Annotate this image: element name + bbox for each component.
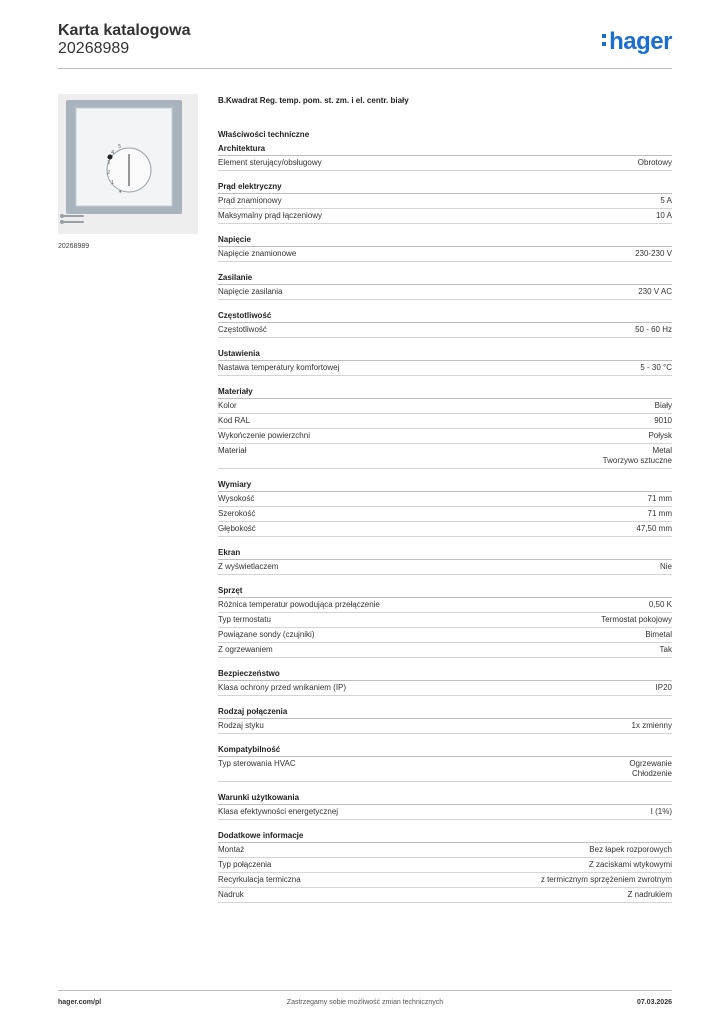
spec-label: Materiał xyxy=(218,446,247,455)
spec-label: Wysokość xyxy=(218,494,255,503)
spec-value xyxy=(632,721,672,731)
spec-row xyxy=(218,399,672,414)
spec-label: Klasa ochrony przed wnikaniem (IP) xyxy=(218,683,347,692)
spec-value xyxy=(635,325,672,335)
spec-row xyxy=(218,285,672,300)
spec-value xyxy=(601,615,672,625)
spec-label: Częstotliwość xyxy=(218,325,267,334)
page-header xyxy=(58,22,672,68)
spec-value xyxy=(660,196,672,206)
scale-digit: 1 xyxy=(111,180,115,186)
spec-value-line: Metal xyxy=(652,446,672,455)
spec-value xyxy=(648,509,672,519)
spec-value-line: Tak xyxy=(659,645,672,654)
spec-label: Rodzaj styku xyxy=(218,721,264,730)
spec-value-line: 50 - 60 Hz xyxy=(635,325,672,334)
spec-label: Element sterujący/obsługowy xyxy=(218,158,322,167)
spec-value-line: Bimetal xyxy=(645,630,672,639)
spec-value xyxy=(654,416,672,426)
spec-value-line: 5 A xyxy=(660,196,672,205)
spec-label: Typ połączenia xyxy=(218,860,272,869)
section-title: Zasilanie xyxy=(218,273,672,285)
spec-sheet xyxy=(218,96,672,903)
spec-label: Z ogrzewaniem xyxy=(218,645,273,654)
product-image xyxy=(58,94,198,234)
spec-label: Szerokość xyxy=(218,509,256,518)
spec-value-line: 10 A xyxy=(655,211,672,220)
thermostat-image xyxy=(58,94,198,234)
section-title: Napięcie xyxy=(218,235,672,247)
spec-label: Kolor xyxy=(218,401,237,410)
spec-row xyxy=(218,805,672,820)
spec-value xyxy=(638,287,672,297)
spec-row xyxy=(218,873,672,888)
spec-row xyxy=(218,598,672,613)
spec-label: Montaż xyxy=(218,845,245,854)
spec-row xyxy=(218,507,672,522)
spec-label: Typ termostatu xyxy=(218,615,271,624)
spec-row xyxy=(218,156,672,171)
spec-value xyxy=(645,630,672,640)
footer-website: hager.com/pl xyxy=(58,999,102,1006)
scale-digit: 5 xyxy=(118,144,122,150)
spec-value-line: 230-230 V xyxy=(635,249,672,258)
section-title: Warunki użytkowania xyxy=(218,793,672,805)
spec-value-line: 47,50 mm xyxy=(636,524,672,533)
spec-label: Z wyświetlaczem xyxy=(218,562,279,571)
spec-value xyxy=(648,494,672,504)
spec-row xyxy=(218,560,672,575)
spec-value-line: Połysk xyxy=(648,431,672,440)
spec-label: Maksymalny prąd łączeniowy xyxy=(218,211,323,220)
scale-digit: ∗ xyxy=(118,189,123,195)
footer-date: 07.03.2026 xyxy=(636,999,672,1006)
spec-row xyxy=(218,323,672,338)
spec-label: Prąd znamionowy xyxy=(218,196,282,205)
product-name: B.Kwadrat Reg. temp. pom. st. zm. i el. centr. biały xyxy=(218,96,409,105)
spec-row xyxy=(218,429,672,444)
section-title: Bezpieczeństwo xyxy=(218,669,672,681)
spec-value xyxy=(660,645,672,655)
logo-text: hager xyxy=(609,28,672,55)
spec-value-line: 5 - 30 °C xyxy=(640,363,672,372)
spec-label: Powiązane sondy (czujniki) xyxy=(218,630,315,639)
spec-row xyxy=(218,522,672,537)
spec-value xyxy=(541,875,672,885)
section-title: Materiały xyxy=(218,387,672,399)
spec-row xyxy=(218,719,672,734)
spec-value xyxy=(589,860,672,870)
spec-value-line: 1x zmienny xyxy=(631,721,672,730)
spec-row xyxy=(218,414,672,429)
spec-row xyxy=(218,681,672,696)
spec-value-line: Obrotowy xyxy=(637,158,672,167)
spec-value-line: 230 V AC xyxy=(638,287,672,296)
spec-sections xyxy=(218,144,672,903)
scale-digit: 4 xyxy=(111,150,115,156)
section-title: Kompatybilność xyxy=(218,745,672,757)
spec-value-line: z termicznym sprzężeniem zwrotnym xyxy=(540,875,672,884)
catalog-number: 20268989 xyxy=(58,40,130,57)
spec-value-line: Tworzywo sztuczne xyxy=(602,456,672,465)
spec-value xyxy=(603,446,672,466)
spec-value-line: Biały xyxy=(654,401,672,410)
spec-value xyxy=(640,363,672,373)
spec-value-line: Chłodzenie xyxy=(631,769,672,778)
spec-value-line: 9010 xyxy=(654,416,672,425)
spec-value xyxy=(656,683,672,693)
spec-row xyxy=(218,888,672,903)
spec-value-line: IP20 xyxy=(655,683,672,692)
spec-label: Napięcie znamionowe xyxy=(218,249,297,258)
spec-label: Napięcie zasilania xyxy=(218,287,283,296)
spec-label: Nadruk xyxy=(218,890,244,899)
spec-value-line: 71 mm xyxy=(647,509,672,518)
spec-label: Typ sterowania HVAC xyxy=(218,759,296,768)
spec-label: Klasa efektywności energetycznej xyxy=(218,807,339,816)
spec-label: Nastawa temperatury komfortowej xyxy=(218,363,340,372)
section-title: Wymiary xyxy=(218,480,672,492)
spec-label: Głębokość xyxy=(218,524,256,533)
page-title: Karta katalogowa xyxy=(58,22,191,39)
spec-label: Kod RAL xyxy=(218,416,251,425)
spec-row xyxy=(218,643,672,658)
spec-value-line: 0,50 K xyxy=(648,600,672,609)
section-title: Prąd elektryczny xyxy=(218,182,672,194)
section-title: Dodatkowe informacje xyxy=(218,831,672,843)
spec-value xyxy=(635,249,672,259)
section-title: Rodzaj połączenia xyxy=(218,707,672,719)
section-title: Architektura xyxy=(218,144,672,156)
logo-dots-icon xyxy=(602,34,607,50)
footer-note: Zastrzegamy sobie możliwość zmian technicznych xyxy=(286,999,444,1006)
spec-row xyxy=(218,361,672,376)
technical-properties-title: Właściwości techniczne xyxy=(218,130,310,139)
scale-digit: 2 xyxy=(107,170,111,176)
spec-value xyxy=(636,524,672,534)
footer-divider xyxy=(58,990,672,991)
spec-value xyxy=(648,431,672,441)
spec-row xyxy=(218,628,672,643)
spec-value xyxy=(589,845,672,855)
spec-value xyxy=(629,759,672,779)
spec-row xyxy=(218,194,672,209)
spec-label: Różnica temperatur powodująca przełączenie xyxy=(218,600,380,609)
section-title: Ustawienia xyxy=(218,349,672,361)
image-caption: 20268989 xyxy=(58,243,90,250)
scale-digit: 3 xyxy=(107,160,111,166)
section-title: Sprzęt xyxy=(218,586,672,598)
spec-value xyxy=(649,600,672,610)
spec-label: Wykończenie powierzchni xyxy=(218,431,310,440)
spec-row xyxy=(218,209,672,224)
spec-value-line: 71 mm xyxy=(647,494,672,503)
spec-value-line: Ogrzewanie xyxy=(629,759,672,768)
spec-value xyxy=(651,807,672,817)
spec-row xyxy=(218,843,672,858)
spec-value xyxy=(655,401,672,411)
spec-label: Recyrkulacja termiczna xyxy=(218,875,301,884)
spec-row xyxy=(218,444,672,469)
hager-logo xyxy=(602,28,672,56)
section-title: Ekran xyxy=(218,548,672,560)
spec-value xyxy=(660,562,672,572)
spec-value-line: Z nadrukiem xyxy=(627,890,672,899)
spec-value-line: Termostat pokojowy xyxy=(601,615,672,624)
spec-row xyxy=(218,757,672,782)
spec-row xyxy=(218,858,672,873)
spec-value-line: Z zaciskami wtykowymi xyxy=(588,860,672,869)
spec-value-line: I (1%) xyxy=(650,807,672,816)
spec-value xyxy=(656,211,672,221)
spec-row xyxy=(218,492,672,507)
spec-value-line: Nie xyxy=(659,562,672,571)
section-title: Częstotliwość xyxy=(218,311,672,323)
header-divider xyxy=(58,68,672,69)
spec-row xyxy=(218,247,672,262)
spec-value xyxy=(638,158,672,168)
spec-value-line: Bez łapek rozporowych xyxy=(589,845,672,854)
spec-value xyxy=(628,890,672,900)
spec-row xyxy=(218,613,672,628)
